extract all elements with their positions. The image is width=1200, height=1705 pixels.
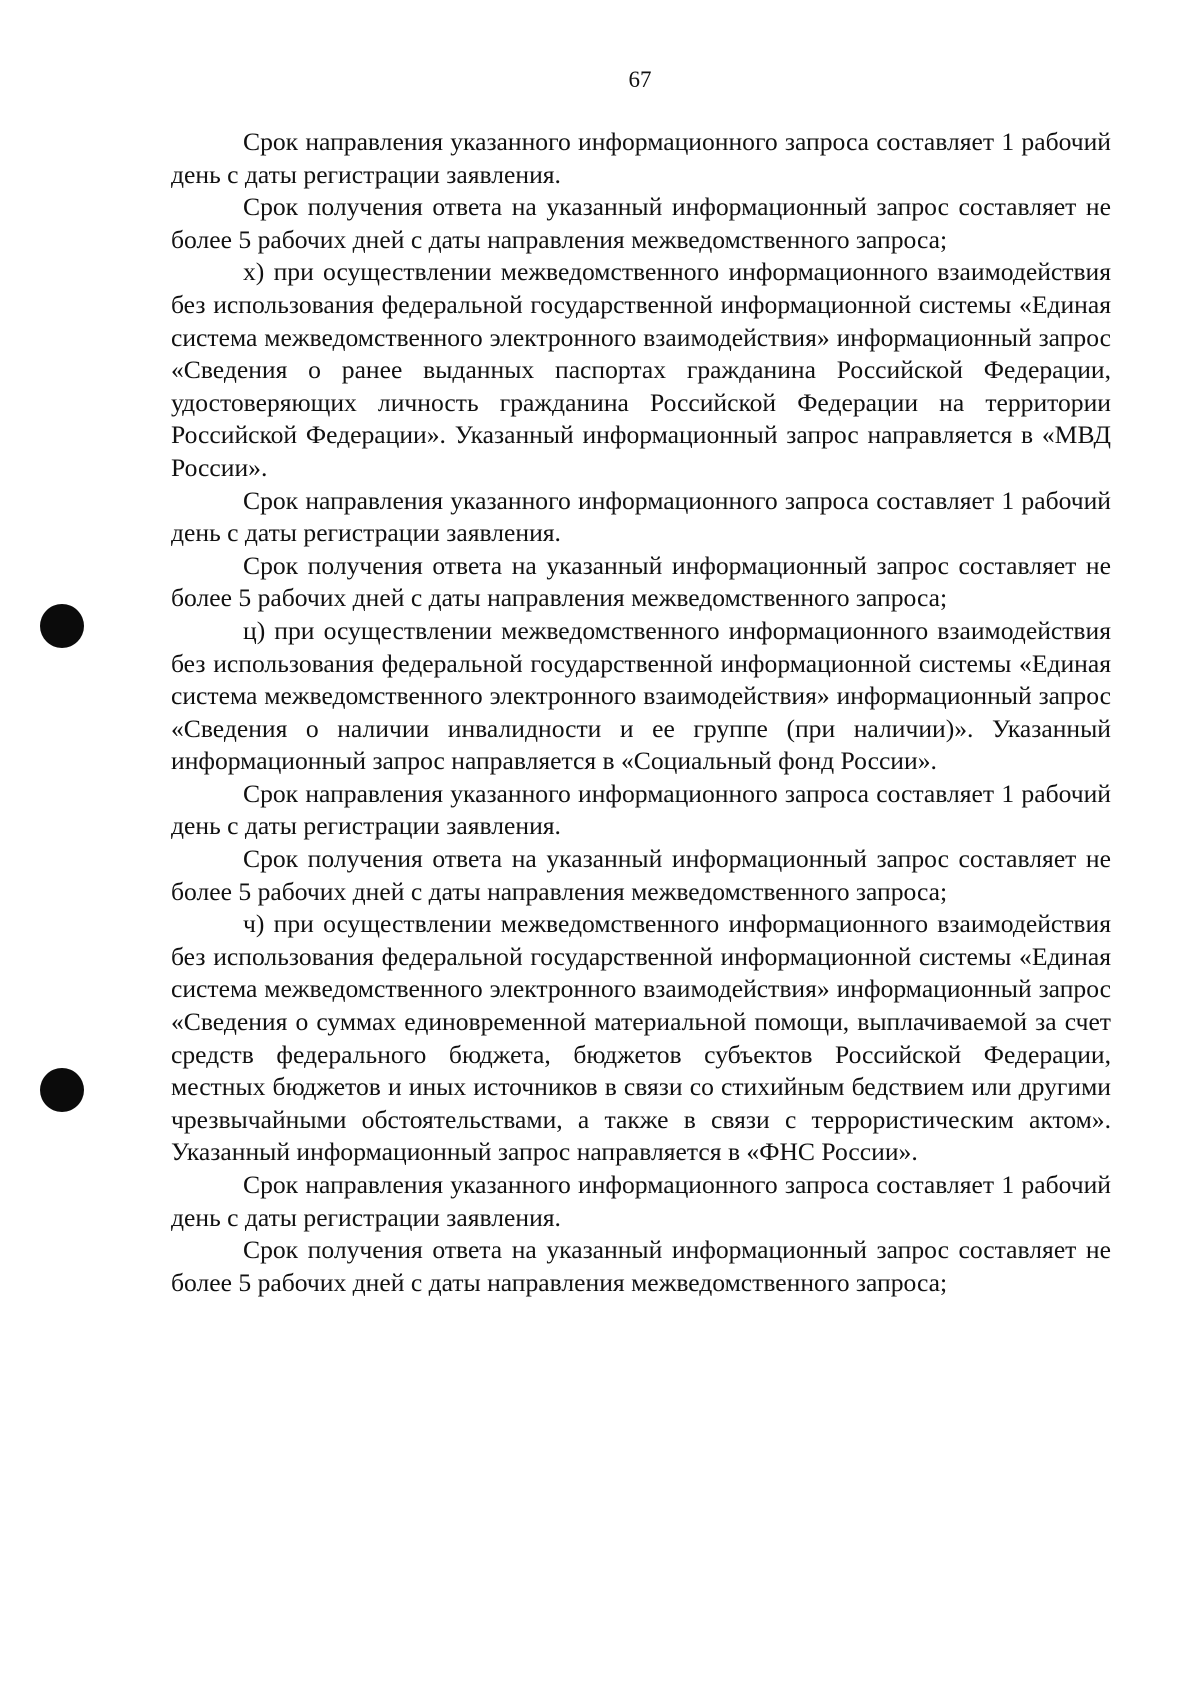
document-body [171,126,1111,1299]
page-number: 67 [628,67,652,92]
paragraph: Срок направления указанного информационного запроса составляет 1 рабочий день с даты регистрации заявления. [171,127,1111,189]
punch-hole-mark [40,1068,84,1112]
paragraph: Срок получения ответа на указанный информационный запрос составляет не более 5 рабочих дней с даты направления межведомственного запроса; [171,550,1111,613]
paragraph: ч) при осуществлении межведомственного информационного взаимодействия без использования федеральной государственной информационной системы «Единая система межведомственного электронного взаимодействия» информационный запрос «Сведения о суммах единовременной материальной помощи, выплачиваемой за счет средств федерального бюджета, бюджетов субъектов Российской Федерации, местных бюджетов и иных источников в связи со стихийным бедствием или другими чрезвычайными обстоятельствами, а также в связи с террористическим актом». Указанный информационный запрос направляется в «ФНС России». [171,909,1111,1167]
paragraph: Срок получения ответа на указанный информационный запрос составляет не более 5 рабочих дней с даты направления межведомственного запроса; [171,1235,1111,1297]
paragraph: Срок получения ответа на указанный информационный запрос составляет не более 5 рабочих дней с даты направления межведомственного запроса; [171,844,1111,906]
paragraph: Срок направления указанного информационного запроса составляет 1 рабочий день с даты регистрации заявления. [171,778,1111,841]
paragraph: х) при осуществлении межведомственного информационного взаимодействия без использования федеральной государственной информационной системы «Единая система межведомственного электронного взаимодействия» информационный запрос «Сведения о ранее выданных паспортах гражданина Российской Федерации, удостоверяющих личность гражданина Российской Федерации на территории Российской Федерации». Указанный информационный запрос направляется в «МВД России». [171,257,1111,482]
paragraph: Срок направления указанного информационного запроса составляет 1 рабочий день с даты регистрации заявления. [171,1170,1111,1232]
paragraph: Срок направления указанного информационного запроса составляет 1 рабочий день с даты регистрации заявления. [171,485,1111,548]
punch-hole-mark [40,604,84,648]
paragraph: ц) при осуществлении межведомственного информационного взаимодействия без использования федеральной государственной информационной системы «Единая система межведомственного электронного взаимодействия» информационный запрос «Сведения о наличии инвалидности и ее группе (при наличии)». Указанный информационный запрос направляется в «Социальный фонд России». [171,615,1111,776]
paragraph: Срок получения ответа на указанный информационный запрос составляет не более 5 рабочих дней с даты направления межведомственного запроса; [171,192,1111,254]
